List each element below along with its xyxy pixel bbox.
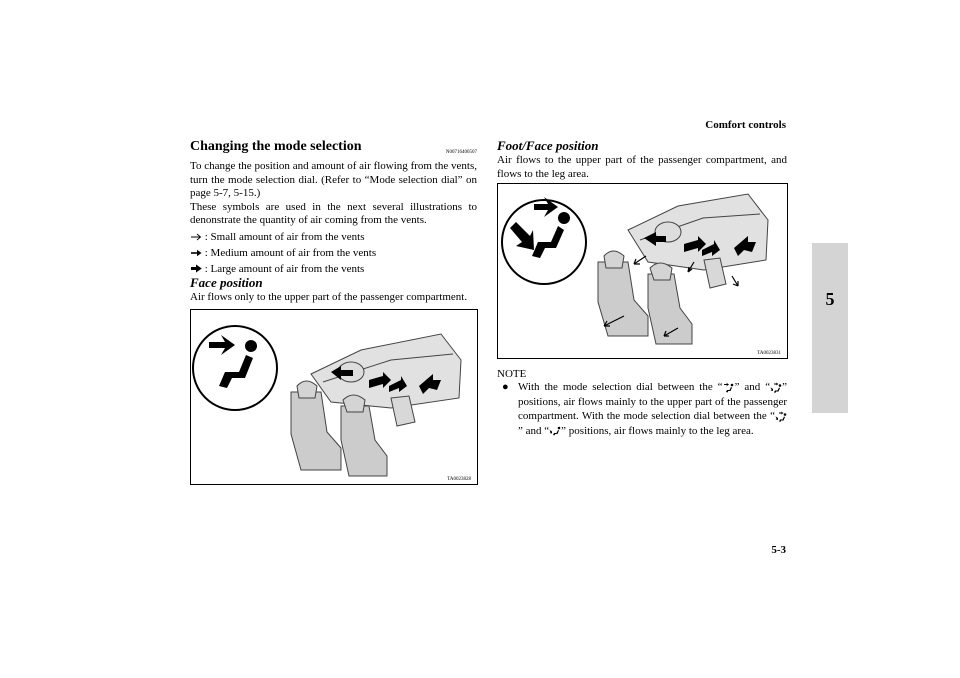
legend-medium — [190, 246, 477, 260]
face-text: Air flows only to the upper part of the passenger compartment. — [190, 291, 468, 303]
note-text-3: ” positions, air flows mainly to the upper part of the passenger compartment. With the mode selection dial between the “ — [518, 381, 787, 422]
section-code: N00716400507 — [445, 150, 477, 155]
face-figure-id: TA0023828 — [447, 477, 471, 482]
legend-large — [190, 262, 477, 276]
foot-face-text: Air flows to the upper part of the passenger compartment, and flows to the leg area. — [497, 154, 787, 180]
foot-face-position-figure — [497, 183, 788, 359]
legend-small — [190, 230, 477, 244]
note-block — [497, 368, 787, 438]
chapter-tab-number: 5 — [825, 289, 835, 309]
left-text-block — [190, 160, 477, 276]
bullet-dot: ● — [502, 381, 509, 393]
page-number: 5-3 — [771, 544, 786, 556]
foot-face-mode-icon — [775, 411, 787, 422]
foot-face-mode-icon — [770, 382, 782, 393]
large-arrow-icon — [190, 264, 202, 273]
note-label: NOTE — [497, 368, 527, 380]
header-title: Comfort controls — [705, 119, 786, 131]
medium-arrow-icon — [190, 249, 202, 257]
section-heading: Changing the mode selection — [190, 139, 362, 154]
foot-face-mode-icon — [510, 197, 570, 258]
face-block — [190, 275, 477, 305]
legend-large-text: : Large amount of air from the vents — [204, 262, 365, 275]
foot-face-position-illustration — [498, 184, 787, 358]
face-mode-icon — [209, 335, 257, 388]
small-arrow-icon — [190, 233, 202, 241]
foot-face-figure-id: TA0023831 — [757, 351, 781, 356]
intro-paragraph: To change the position and amount of air flowing from the vents, turn the mode selection dial. (Refer to “Mode selection dial” on page 5-7, 5-15.) — [190, 160, 477, 199]
face-mode-icon — [723, 382, 735, 393]
chapter-tab — [812, 243, 848, 413]
note-bullet — [497, 380, 787, 438]
note-text-5: ” positions, air flows mainly to the leg area. — [561, 424, 754, 437]
note-text-1: With the mode selection dial between the “ — [518, 381, 723, 393]
legend-small-text: : Small amount of air from the vents — [204, 230, 365, 243]
symbols-intro-paragraph: These symbols are used in the next several illustrations to denonstrate the quantity of air coming from the vents. — [190, 200, 477, 226]
foot-mode-icon — [549, 425, 561, 436]
note-text-4: ” and “ — [518, 424, 550, 437]
foot-face-block — [497, 138, 787, 181]
face-heading: Face position — [190, 275, 263, 290]
legend-medium-text: : Medium amount of air from the vents — [204, 246, 377, 259]
foot-face-heading: Foot/Face position — [497, 138, 599, 153]
note-text-2: ” and “ — [734, 381, 771, 393]
face-position-figure — [190, 309, 478, 485]
face-position-illustration — [191, 310, 477, 484]
